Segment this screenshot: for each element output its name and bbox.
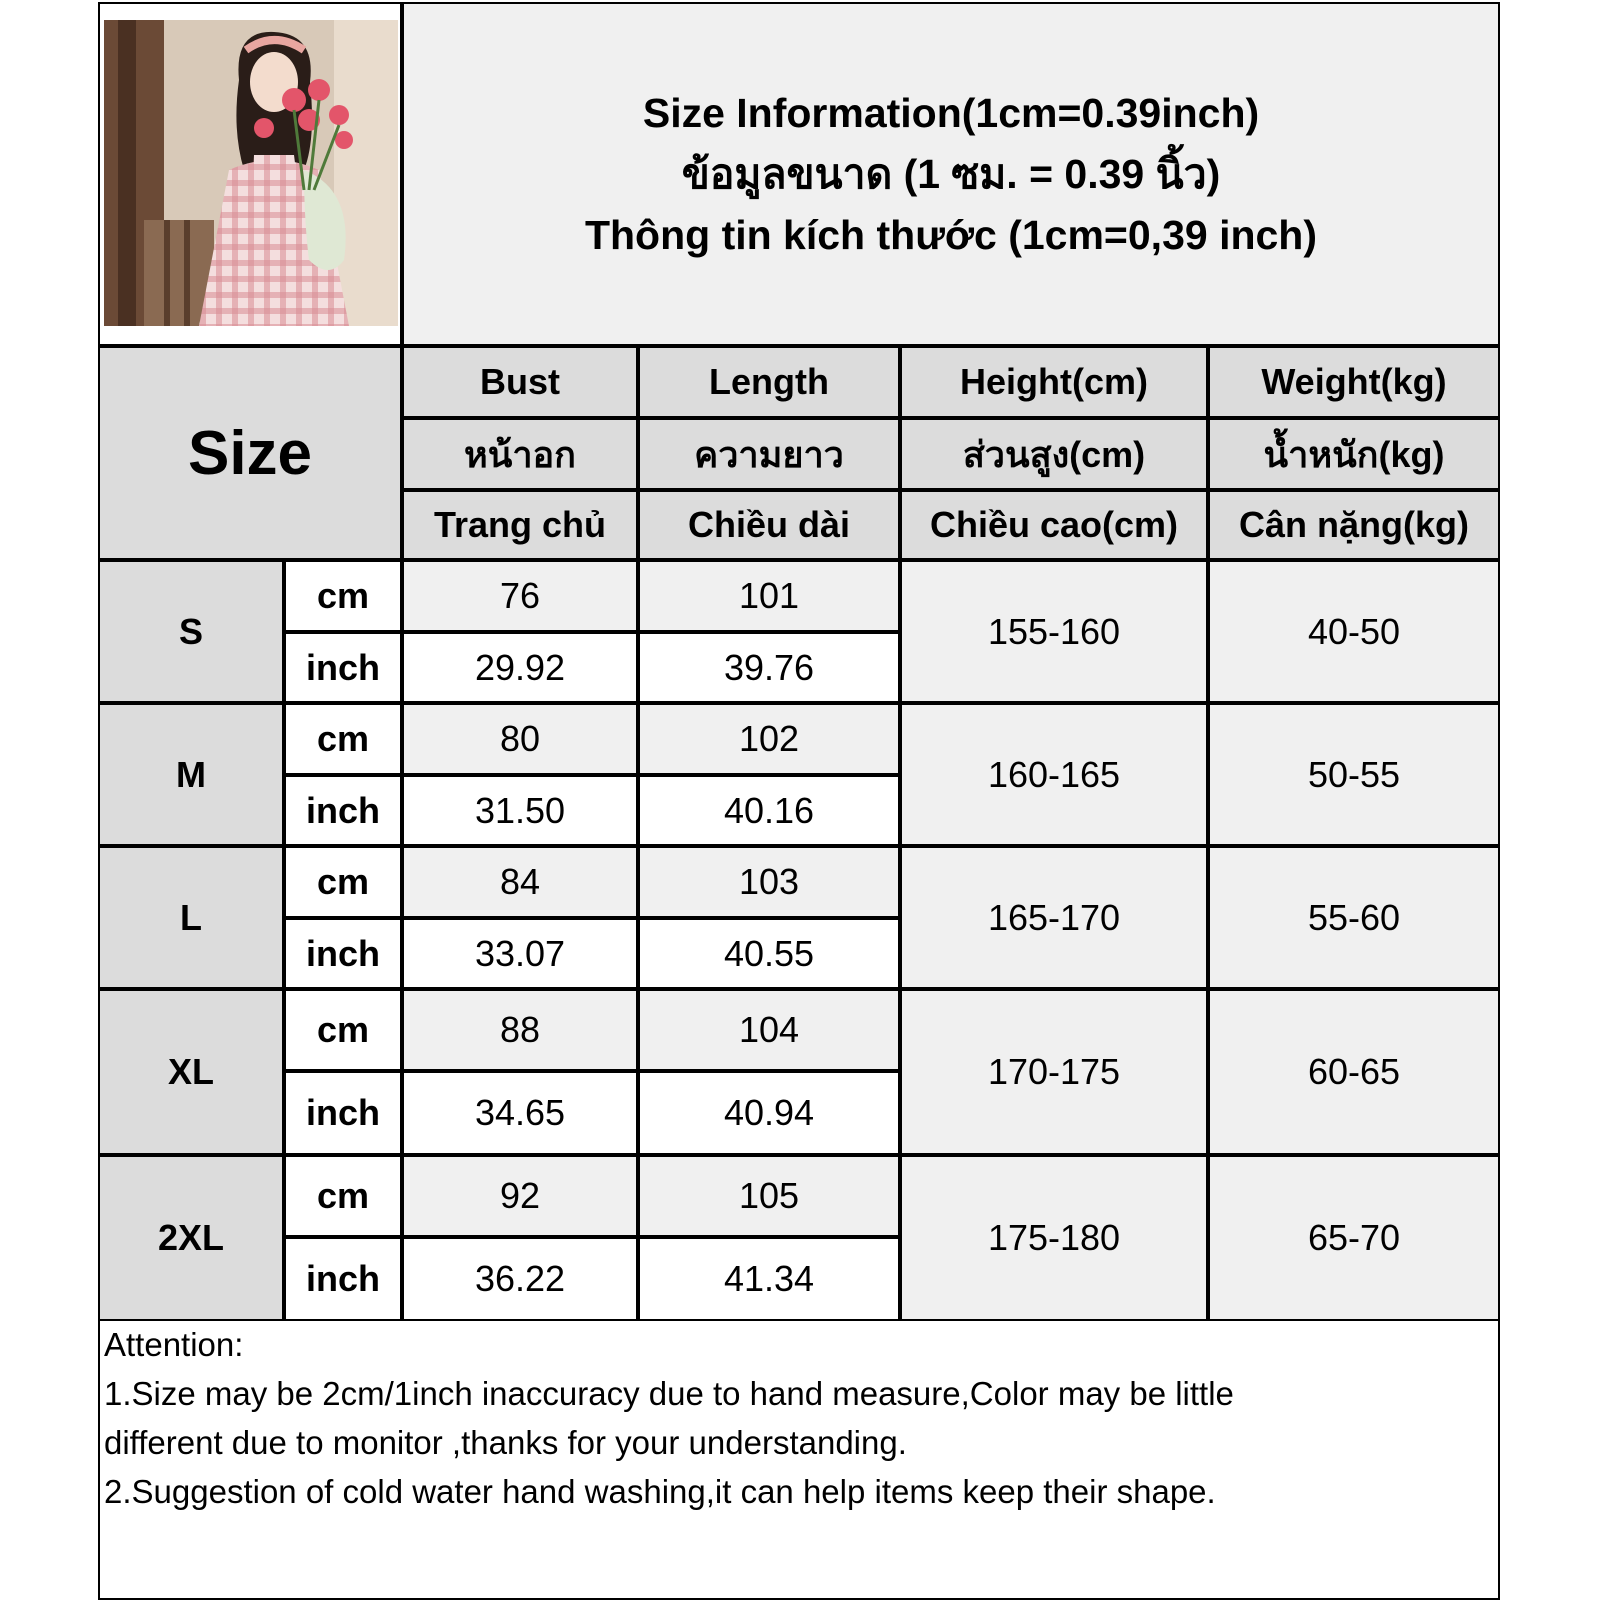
height-range-s: 155-160	[900, 560, 1208, 703]
unit-inch: inch	[284, 632, 402, 703]
header-length-en: Length	[638, 346, 900, 418]
size-info-title	[402, 2, 1500, 346]
unit-inch: inch	[284, 1071, 402, 1155]
height-range-xl: 170-175	[900, 989, 1208, 1155]
header-length-th: ความยาว	[638, 418, 900, 490]
bust-cm-xl: 88	[402, 989, 638, 1071]
length-cm-2xl: 105	[638, 1155, 900, 1237]
header-height-en: Height(cm)	[900, 346, 1208, 418]
length-inch-l: 40.55	[638, 918, 900, 989]
length-inch-2xl: 41.34	[638, 1237, 900, 1321]
title-english: Size Information(1cm=0.39inch)	[642, 89, 1260, 136]
attention-notes	[104, 1320, 1494, 1516]
height-range-2xl: 175-180	[900, 1155, 1208, 1321]
length-cm-m: 102	[638, 703, 900, 775]
attention-note-2: 2.Suggestion of cold water hand washing,it can help items keep their shape.	[104, 1473, 1216, 1510]
weight-range-2xl: 65-70	[1208, 1155, 1500, 1321]
bust-cm-s: 76	[402, 560, 638, 632]
bust-inch-s: 29.92	[402, 632, 638, 703]
header-bust-en: Bust	[402, 346, 638, 418]
height-range-m: 160-165	[900, 703, 1208, 846]
header-weight-vi: Cân nặng(kg)	[1208, 490, 1500, 560]
weight-range-s: 40-50	[1208, 560, 1500, 703]
size-label-2xl: 2XL	[98, 1155, 284, 1321]
unit-cm: cm	[284, 560, 402, 632]
weight-range-m: 50-55	[1208, 703, 1500, 846]
length-inch-xl: 40.94	[638, 1071, 900, 1155]
attention-note-1-continued: different due to monitor ,thanks for your understanding.	[104, 1424, 907, 1461]
size-column-header: Size	[98, 346, 402, 560]
title-vietnamese: Thông tin kích thước (1cm=0,39 inch)	[584, 211, 1318, 258]
size-label-s: S	[98, 560, 284, 703]
header-weight-en: Weight(kg)	[1208, 346, 1500, 418]
unit-cm: cm	[284, 1155, 402, 1237]
length-inch-m: 40.16	[638, 775, 900, 846]
length-inch-s: 39.76	[638, 632, 900, 703]
bust-cm-2xl: 92	[402, 1155, 638, 1237]
product-photo	[104, 20, 398, 326]
title-thai: ข้อมูลขนาด (1 ซม. = 0.39 นิ้ว)	[681, 150, 1221, 197]
header-height-th: ส่วนสูง(cm)	[900, 418, 1208, 490]
bust-cm-m: 80	[402, 703, 638, 775]
bust-inch-l: 33.07	[402, 918, 638, 989]
attention-note-1: 1.Size may be 2cm/1inch inaccuracy due to hand measure,Color may be little	[104, 1375, 1234, 1412]
attention-heading: Attention:	[104, 1326, 244, 1363]
bust-inch-2xl: 36.22	[402, 1237, 638, 1321]
length-cm-l: 103	[638, 846, 900, 918]
bust-inch-xl: 34.65	[402, 1071, 638, 1155]
bust-inch-m: 31.50	[402, 775, 638, 846]
header-height-vi: Chiều cao(cm)	[900, 490, 1208, 560]
weight-range-l: 55-60	[1208, 846, 1500, 989]
header-length-vi: Chiều dài	[638, 490, 900, 560]
unit-inch: inch	[284, 918, 402, 989]
unit-cm: cm	[284, 846, 402, 918]
header-weight-th: น้ำหนัก(kg)	[1208, 418, 1500, 490]
size-label-m: M	[98, 703, 284, 846]
header-bust-th: หน้าอก	[402, 418, 638, 490]
unit-cm: cm	[284, 989, 402, 1071]
header-bust-vi: Trang chủ	[402, 490, 638, 560]
length-cm-s: 101	[638, 560, 900, 632]
bust-cm-l: 84	[402, 846, 638, 918]
length-cm-xl: 104	[638, 989, 900, 1071]
unit-inch: inch	[284, 775, 402, 846]
height-range-l: 165-170	[900, 846, 1208, 989]
unit-cm: cm	[284, 703, 402, 775]
size-label-l: L	[98, 846, 284, 989]
size-label-xl: XL	[98, 989, 284, 1155]
unit-inch: inch	[284, 1237, 402, 1321]
weight-range-xl: 60-65	[1208, 989, 1500, 1155]
